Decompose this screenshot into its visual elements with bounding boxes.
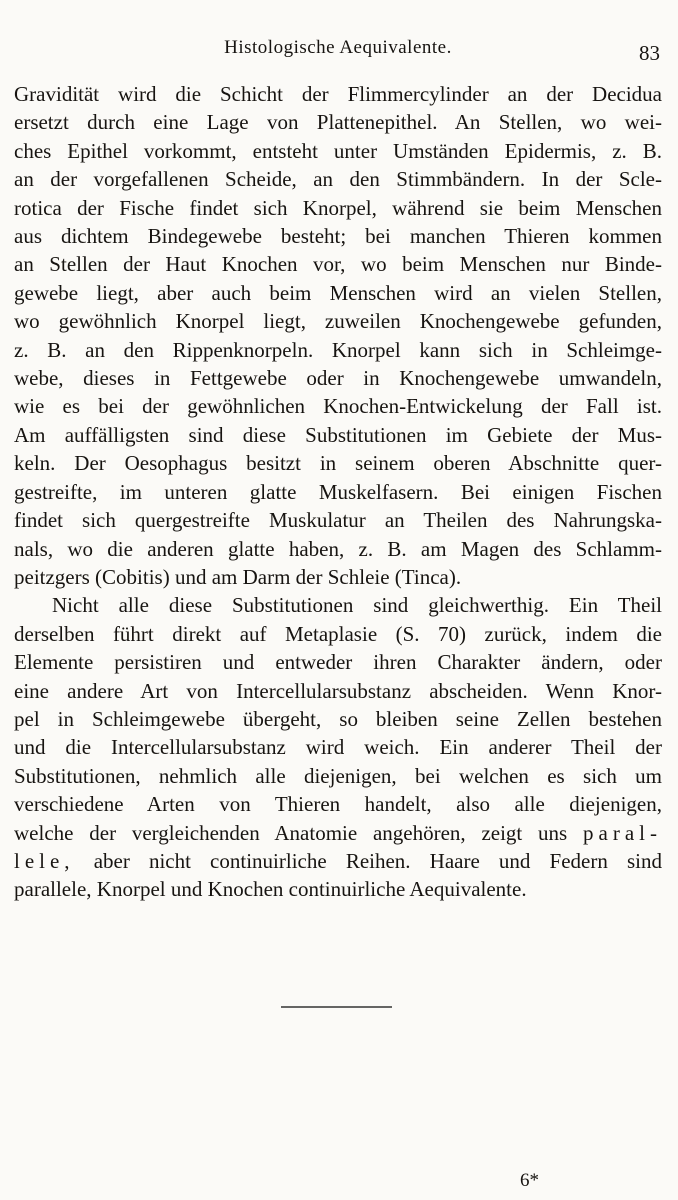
text-line: ersetzt durch eine Lage von Plattenepithel. An Stellen, wo wei- bbox=[14, 110, 662, 135]
section-divider-rule bbox=[281, 1006, 392, 1008]
text-line: wie es bei der gewöhnlichen Knochen-Entwickelung der Fall ist. bbox=[14, 394, 662, 419]
signature-mark: 6* bbox=[520, 1170, 539, 1191]
text-line: eine andere Art von Intercellularsubstanz abscheiden. Wenn Knor- bbox=[14, 678, 662, 703]
text-line: pel in Schleimgewebe übergeht, so bleiben seine Zellen bestehen bbox=[14, 706, 662, 731]
text-line: wo gewöhnlich Knorpel liegt, zuweilen Knochengewebe gefunden, bbox=[14, 309, 662, 334]
text-line: verschiedene Arten von Thieren handelt, also alle diejenigen, bbox=[14, 792, 662, 817]
emphasized-text: lele, bbox=[14, 848, 75, 873]
text-line: keln. Der Oesophagus besitzt in seinem oberen Abschnitte quer- bbox=[14, 451, 662, 476]
text-line: rotica der Fische findet sich Knorpel, während sie beim Menschen bbox=[14, 195, 662, 220]
text-line: und die Intercellularsubstanz wird weich. Ein anderer Theil der bbox=[14, 735, 662, 760]
text-line: gestreifte, im unteren glatte Muskelfasern. Bei einigen Fischen bbox=[14, 479, 662, 504]
text-line bbox=[14, 819, 662, 847]
text-line: z. B. an den Rippenknorpeln. Knorpel kann sich in Schleimge- bbox=[14, 337, 662, 362]
text-line: derselben führt direkt auf Metaplasie (S. 70) zurück, indem die bbox=[14, 621, 662, 646]
text-line: gewebe liegt, aber auch beim Menschen wird an vielen Stellen, bbox=[14, 280, 662, 305]
emphasized-text: paral- bbox=[583, 820, 662, 845]
text-line: findet sich quergestreifte Muskulatur an Theilen des Nahrungska- bbox=[14, 508, 662, 533]
text-line: an der vorgefallenen Scheide, an den Stimmbändern. In der Scle- bbox=[14, 167, 662, 192]
body-text bbox=[14, 80, 662, 904]
text-line: Nicht alle diese Substitutionen sind gleichwerthig. Ein Theil bbox=[52, 593, 662, 618]
text-line: peitzgers (Cobitis) und am Darm der Schleie (Tinca). bbox=[14, 564, 462, 589]
text-line: webe, dieses in Fettgewebe oder in Knochengewebe umwandeln, bbox=[14, 366, 662, 391]
text-line: Am auffälligsten sind diese Substitutionen im Gebiete der Mus- bbox=[14, 422, 662, 447]
text-line: nals, wo die anderen glatte haben, z. B. am Magen des Schlamm- bbox=[14, 536, 662, 561]
text-line: an Stellen der Haut Knochen vor, wo beim Menschen nur Binde- bbox=[14, 252, 662, 277]
text-line: Substitutionen, nehmlich alle diejenigen, bei welchen es sich um bbox=[14, 763, 662, 788]
text-segment: aber nicht continuirliche Reihen. Haare und Federn sind bbox=[74, 848, 662, 873]
text-line: parallele, Knorpel und Knochen continuirliche Aequivalente. bbox=[14, 877, 527, 902]
text-line: ches Epithel vorkommt, entsteht unter Umständen Epidermis, z. B. bbox=[14, 138, 662, 163]
text-line bbox=[14, 847, 662, 875]
text-segment: welche der vergleichenden Anatomie angehören, zeigt uns bbox=[14, 820, 584, 845]
text-line: aus dichtem Bindegewebe besteht; bei manchen Thieren kommen bbox=[14, 224, 662, 249]
page-number: 83 bbox=[639, 41, 660, 65]
text-line: Elemente persistiren und entweder ihren Charakter ändern, oder bbox=[14, 650, 662, 675]
text-line: Gravidität wird die Schicht der Flimmercylinder an der Decidua bbox=[14, 82, 662, 106]
running-title: Histologische Aequivalente. bbox=[224, 37, 452, 58]
